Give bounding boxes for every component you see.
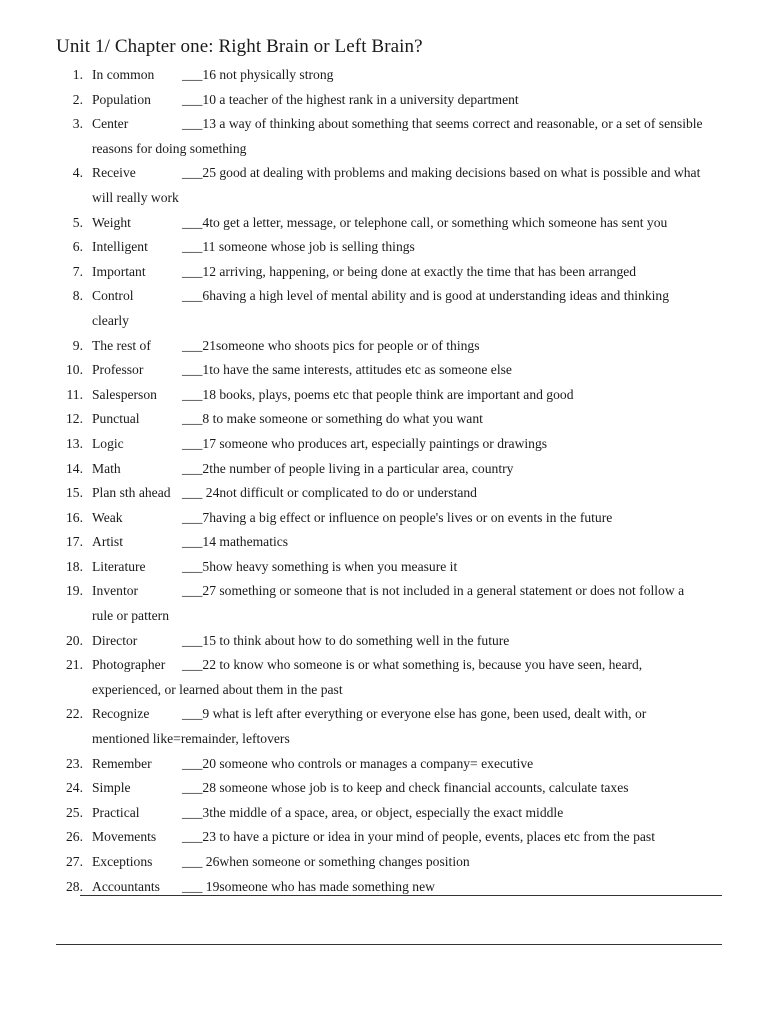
- vocabulary-word: Population: [92, 91, 151, 107]
- definition-line: ___ 24not difficult or complicated to do or understand: [182, 485, 477, 501]
- list-item: [0, 260, 768, 285]
- item-number: 13.: [66, 435, 83, 451]
- list-item: [0, 752, 768, 777]
- list-item: [0, 530, 768, 555]
- definition-continuation: clearly: [92, 312, 129, 328]
- definition-text: [182, 850, 720, 875]
- definition-line: ___22 to know who someone is or what something is, because you have seen, heard,: [182, 657, 643, 673]
- list-item: [0, 555, 768, 580]
- definition-line: ___13 a way of thinking about something that seems correct and reasonable, or a set of sensible: [182, 116, 703, 132]
- vocabulary-word: Punctual: [92, 411, 140, 427]
- list-item: [0, 211, 768, 236]
- definition-line: ___1to have the same interests, attitudes etc as someone else: [182, 362, 512, 378]
- list-item: [0, 432, 768, 457]
- definition-line: ___25 good at dealing with problems and making decisions based on what is possible and what: [182, 165, 701, 181]
- list-item: [0, 235, 768, 260]
- vocabulary-word: Inventor: [92, 583, 139, 599]
- definition-text: [182, 555, 720, 580]
- item-number: 16.: [66, 509, 83, 525]
- definition-text: [182, 334, 720, 359]
- item-number: 25.: [66, 804, 83, 820]
- vocabulary-word: Important: [92, 263, 146, 279]
- definition-line: ___5how heavy something is when you measure it: [182, 558, 458, 574]
- vocabulary-word: Weak: [92, 509, 123, 525]
- definition-text: [182, 506, 720, 531]
- definition-line: ___10 a teacher of the highest rank in a university department: [182, 91, 519, 107]
- definition-text: [182, 530, 720, 555]
- vocabulary-word: Movements: [92, 829, 157, 845]
- definition-line: ___6having a high level of mental ability and is good at understanding ideas and thinking: [182, 288, 670, 304]
- item-number: 22.: [66, 706, 83, 722]
- definition-line: ___27 something or someone that is not included in a general statement or does not follow a: [182, 583, 685, 599]
- list-item: [0, 825, 768, 850]
- definition-text: [182, 629, 720, 654]
- vocabulary-word: The rest of: [92, 337, 151, 353]
- definition-line: ___9 what is left after everything or everyone else has gone, been used, dealt with, or: [182, 706, 647, 722]
- item-number: 15.: [66, 485, 83, 501]
- definition-continuation: reasons for doing something: [92, 140, 247, 156]
- item-number: 24.: [66, 780, 83, 796]
- vocabulary-word: Practical: [92, 804, 140, 820]
- definition-line: ___28 someone whose job is to keep and check financial accounts, calculate taxes: [182, 780, 629, 796]
- definition-line: ___ 19someone who has made something new: [182, 878, 435, 894]
- list-item: [0, 776, 768, 801]
- definition-text: [182, 235, 720, 260]
- list-item: [0, 506, 768, 531]
- definition-text: [182, 432, 720, 457]
- definition-text: [182, 88, 720, 113]
- vocabulary-word: Receive: [92, 165, 136, 181]
- list-item: [0, 334, 768, 359]
- definition-line: ___16 not physically strong: [182, 67, 334, 82]
- definition-text: [182, 752, 720, 777]
- definition-continuation: rule or pattern: [92, 608, 169, 624]
- definition-text: [182, 407, 720, 432]
- list-item: [0, 88, 768, 113]
- vocabulary-word: Plan sth ahead: [92, 485, 171, 501]
- item-number: 14.: [66, 460, 83, 476]
- item-number: 28.: [66, 878, 83, 894]
- item-number: 6.: [72, 239, 83, 255]
- item-number: 3.: [72, 116, 83, 132]
- list-item: [0, 481, 768, 506]
- vocabulary-word: Director: [92, 632, 138, 648]
- definition-text: [182, 63, 720, 88]
- vocabulary-word: Control: [92, 288, 134, 304]
- definition-line: ___3the middle of a space, area, or object, especially the exact middle: [182, 804, 564, 820]
- vocabulary-word: In common: [92, 67, 155, 82]
- list-item: [0, 653, 768, 702]
- definition-text: [182, 383, 720, 408]
- list-item: [0, 629, 768, 654]
- item-number: 20.: [66, 632, 83, 648]
- item-number: 18.: [66, 558, 83, 574]
- item-number: 5.: [72, 214, 83, 230]
- item-number: 11.: [66, 386, 83, 402]
- list-item: [0, 702, 768, 751]
- definition-continuation: will really work: [92, 189, 179, 205]
- definition-line: ___14 mathematics: [182, 534, 289, 550]
- item-number: 4.: [72, 165, 83, 181]
- definition-line: ___ 26when someone or something changes position: [182, 854, 470, 869]
- definition-line: ___21someone who shoots pics for people or of things: [182, 337, 480, 353]
- vocabulary-word: Weight: [92, 214, 131, 230]
- item-number: 21.: [66, 657, 83, 673]
- vocabulary-word: Exceptions: [92, 854, 153, 869]
- vocabulary-word: Artist: [92, 534, 123, 550]
- definition-text: [182, 260, 720, 285]
- definition-text: [182, 457, 720, 482]
- footer-divider-line: [56, 944, 722, 945]
- list-item: [0, 112, 768, 161]
- item-number: 23.: [66, 755, 83, 771]
- item-number: 27.: [66, 854, 83, 869]
- definition-text: [182, 801, 720, 826]
- definition-continuation: mentioned like=remainder, leftovers: [92, 731, 290, 747]
- definition-text: [182, 211, 720, 236]
- list-item: [0, 579, 768, 628]
- list-item: [0, 801, 768, 826]
- list-item: [0, 383, 768, 408]
- list-item: [0, 358, 768, 383]
- list-item: [0, 161, 768, 210]
- list-item: [0, 457, 768, 482]
- list-item: [0, 407, 768, 432]
- vocabulary-list: [0, 63, 768, 899]
- vocabulary-word: Math: [92, 460, 121, 476]
- item-number: 1.: [72, 67, 83, 82]
- vocabulary-word: Salesperson: [92, 386, 157, 402]
- definition-line: ___12 arriving, happening, or being done at exactly the time that has been arranged: [182, 263, 637, 279]
- definition-line: ___15 to think about how to do something well in the future: [182, 632, 510, 648]
- vocabulary-word: Remember: [92, 755, 152, 771]
- definition-line: ___20 someone who controls or manages a company= executive: [182, 755, 534, 771]
- item-number: 12.: [66, 411, 83, 427]
- item-number: 19.: [66, 583, 83, 599]
- vocabulary-word: Logic: [92, 435, 124, 451]
- vocabulary-word: Professor: [92, 362, 144, 378]
- definition-text: [182, 776, 720, 801]
- vocabulary-word: Simple: [92, 780, 131, 796]
- definition-line: ___23 to have a picture or idea in your mind of people, events, places etc from the past: [182, 829, 655, 845]
- list-item: [0, 284, 768, 333]
- definition-line: ___18 books, plays, poems etc that people think are important and good: [182, 386, 574, 402]
- list-item: [0, 63, 768, 88]
- vocabulary-word: Photographer: [92, 657, 166, 673]
- definition-line: ___11 someone whose job is selling things: [182, 239, 415, 255]
- divider-line: [80, 895, 722, 896]
- definition-line: ___2the number of people living in a particular area, country: [182, 460, 514, 476]
- item-number: 2.: [72, 91, 83, 107]
- vocabulary-word: Literature: [92, 558, 146, 574]
- item-number: 8.: [72, 288, 83, 304]
- vocabulary-word: Recognize: [92, 706, 150, 722]
- definition-text: [182, 481, 720, 506]
- definition-continuation: experienced, or learned about them in the past: [92, 681, 343, 697]
- vocabulary-word: Center: [92, 116, 129, 132]
- vocabulary-word: Intelligent: [92, 239, 148, 255]
- definition-line: ___7having a big effect or influence on people's lives or on events in the future: [182, 509, 613, 525]
- item-number: 7.: [72, 263, 83, 279]
- definition-line: ___4to get a letter, message, or telephone call, or something which someone has sent you: [182, 214, 668, 230]
- definition-line: ___17 someone who produces art, especially paintings or drawings: [182, 435, 548, 451]
- definition-text: [182, 358, 720, 383]
- item-number: 17.: [66, 534, 83, 550]
- list-item: [0, 850, 768, 875]
- vocabulary-word: Accountants: [92, 878, 160, 894]
- page-title: Unit 1/ Chapter one: Right Brain or Left Brain?: [56, 36, 423, 57]
- item-number: 10.: [66, 362, 83, 378]
- item-number: 26.: [66, 829, 83, 845]
- definition-line: ___8 to make someone or something do what you want: [182, 411, 483, 427]
- item-number: 9.: [72, 337, 83, 353]
- definition-text: [182, 825, 720, 850]
